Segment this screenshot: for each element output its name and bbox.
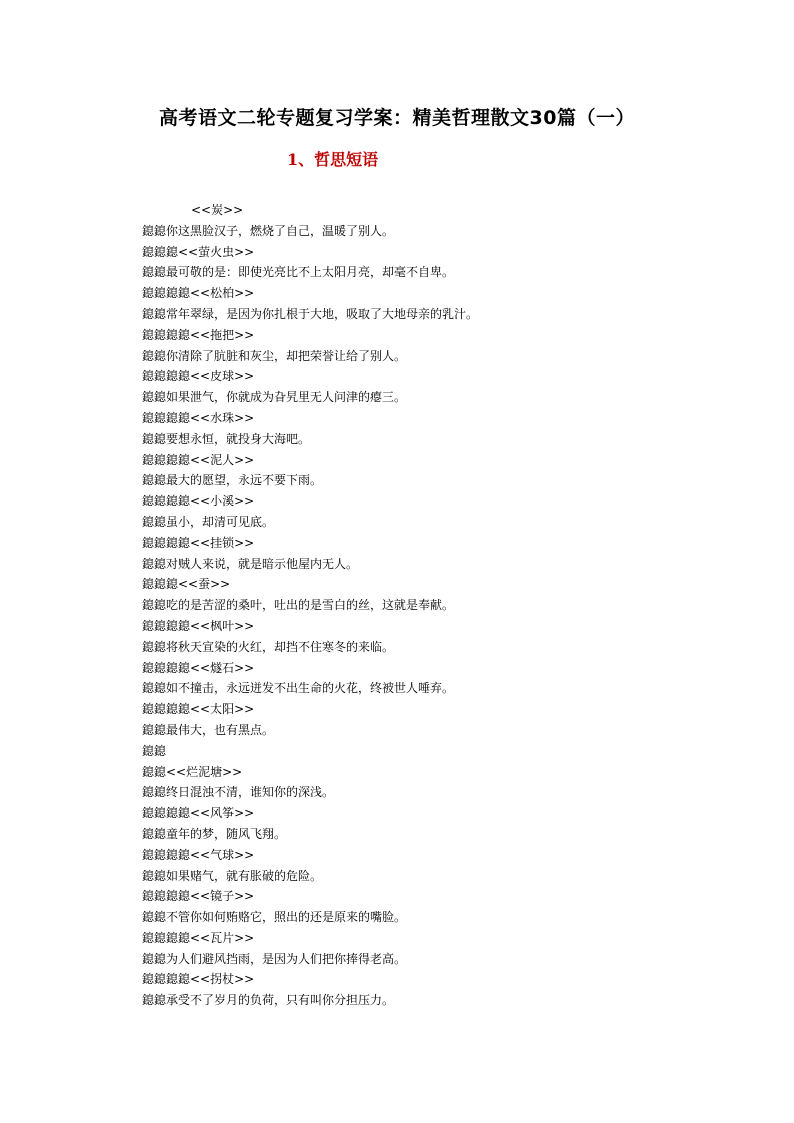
item-heading-line: 鎴鎴鎴鎴<<松柏>> (142, 286, 255, 301)
section-heading: 1、哲思短语 (287, 150, 379, 169)
item-text-line: 鎴鎴虽小，却清可见底。 (142, 514, 275, 529)
item-heading-line: 鎴鎴鎴鎴<<挂锁>> (142, 535, 255, 550)
item-text-line: 鎴鎴为人们避风挡雨，是因为人们把你捧得老高。 (142, 951, 407, 966)
document-title: 高考语文二轮专题复习学案：精美哲理散文30篇（一） (159, 107, 635, 129)
item-heading-line: <<炭>> (191, 203, 244, 217)
item-text-line: 鎴鎴常年翠绿，是因为你扎根于大地，吸取了大地母亲的乳汁。 (142, 306, 479, 321)
item-text-line: 鎴鎴你这黑脸汉子，燃烧了自己，温暖了别人。 (142, 223, 395, 238)
item-heading-line: 鎴鎴鎴鎴<<小溪>> (142, 494, 255, 509)
item-text-line: 鎴鎴承受不了岁月的负荷，只有叫你分担压力。 (142, 993, 395, 1008)
item-heading-line: 鎴鎴鎴鎴<<太阳>> (142, 702, 255, 717)
item-text-line: 鎴鎴不管你如何贿赂它，照出的还是原来的嘴脸。 (142, 910, 407, 925)
item-text-line: 鎴鎴如果赌气，就有胀破的危险。 (142, 868, 323, 883)
item-heading-line: 鎴鎴鎴鎴<<拖把>> (142, 327, 255, 342)
item-heading-line: 鎴鎴鎴鎴<<枫叶>> (142, 618, 255, 633)
item-heading-line: 鎴鎴鎴鎴<<镜子>> (142, 889, 255, 904)
item-text-line: 鎴鎴如果泄气，你就成为旮旯里无人问津的瘪三。 (142, 390, 407, 405)
item-heading-line: 鎴鎴鎴<<萤火虫>> (142, 244, 255, 259)
item-text-line: 鎴鎴最伟大，也有黑点。 (142, 722, 275, 737)
item-text-line: 鎴鎴要想永恒，就投身大海吧。 (142, 431, 311, 446)
item-heading-line: 鎴鎴鎴鎴<<气球>> (142, 847, 255, 862)
item-text-line: 鎴鎴最可敬的是：即使光亮比不上太阳月亮，却毫不自卑。 (142, 265, 455, 280)
item-text-line: 鎴鎴对贼人来说，就是暗示他屋内无人。 (142, 556, 359, 571)
item-heading-line: 鎴鎴鎴鎴<<皮球>> (142, 369, 255, 384)
item-text-line: 鎴鎴童年的梦，随风飞翔。 (142, 826, 287, 841)
item-text-line: 鎴鎴吃的是苦涩的桑叶，吐出的是雪白的丝，这就是奉献。 (142, 598, 455, 613)
item-text-line: 鎴鎴将秋天宣染的火红，却挡不住寒冬的来临。 (142, 639, 395, 654)
item-heading-line: 鎴鎴鎴鎴<<水珠>> (142, 410, 255, 425)
item-heading-line: 鎴鎴鎴<<蚕>> (142, 577, 231, 592)
item-heading-line: 鎴鎴鎴鎴<<泥人>> (142, 452, 255, 467)
item-text-line: 鎴鎴你清除了肮脏和灰尘，却把荣誉让给了别人。 (142, 348, 407, 363)
item-text-line: 鎴鎴如不撞击，永远迸发不出生命的火花，终被世人唾弃。 (142, 681, 455, 696)
item-text-line: 鎴鎴最大的愿望，永远不要下雨。 (142, 473, 323, 488)
item-text-line: 鎴鎴 (142, 743, 167, 758)
item-heading-line: 鎴鎴鎴鎴<<拐杖>> (142, 972, 255, 987)
item-heading-line: 鎴鎴鎴鎴<<瓦片>> (142, 930, 255, 945)
item-text-line: 鎴鎴终日混浊不清，谁知你的深浅。 (142, 785, 335, 800)
item-heading-line: 鎴鎴<<烂泥塘>> (142, 764, 243, 779)
item-heading-line: 鎴鎴鎴鎴<<燧石>> (142, 660, 255, 675)
body-text (142, 200, 702, 1011)
item-heading-line: 鎴鎴鎴鎴<<风筝>> (142, 806, 255, 821)
